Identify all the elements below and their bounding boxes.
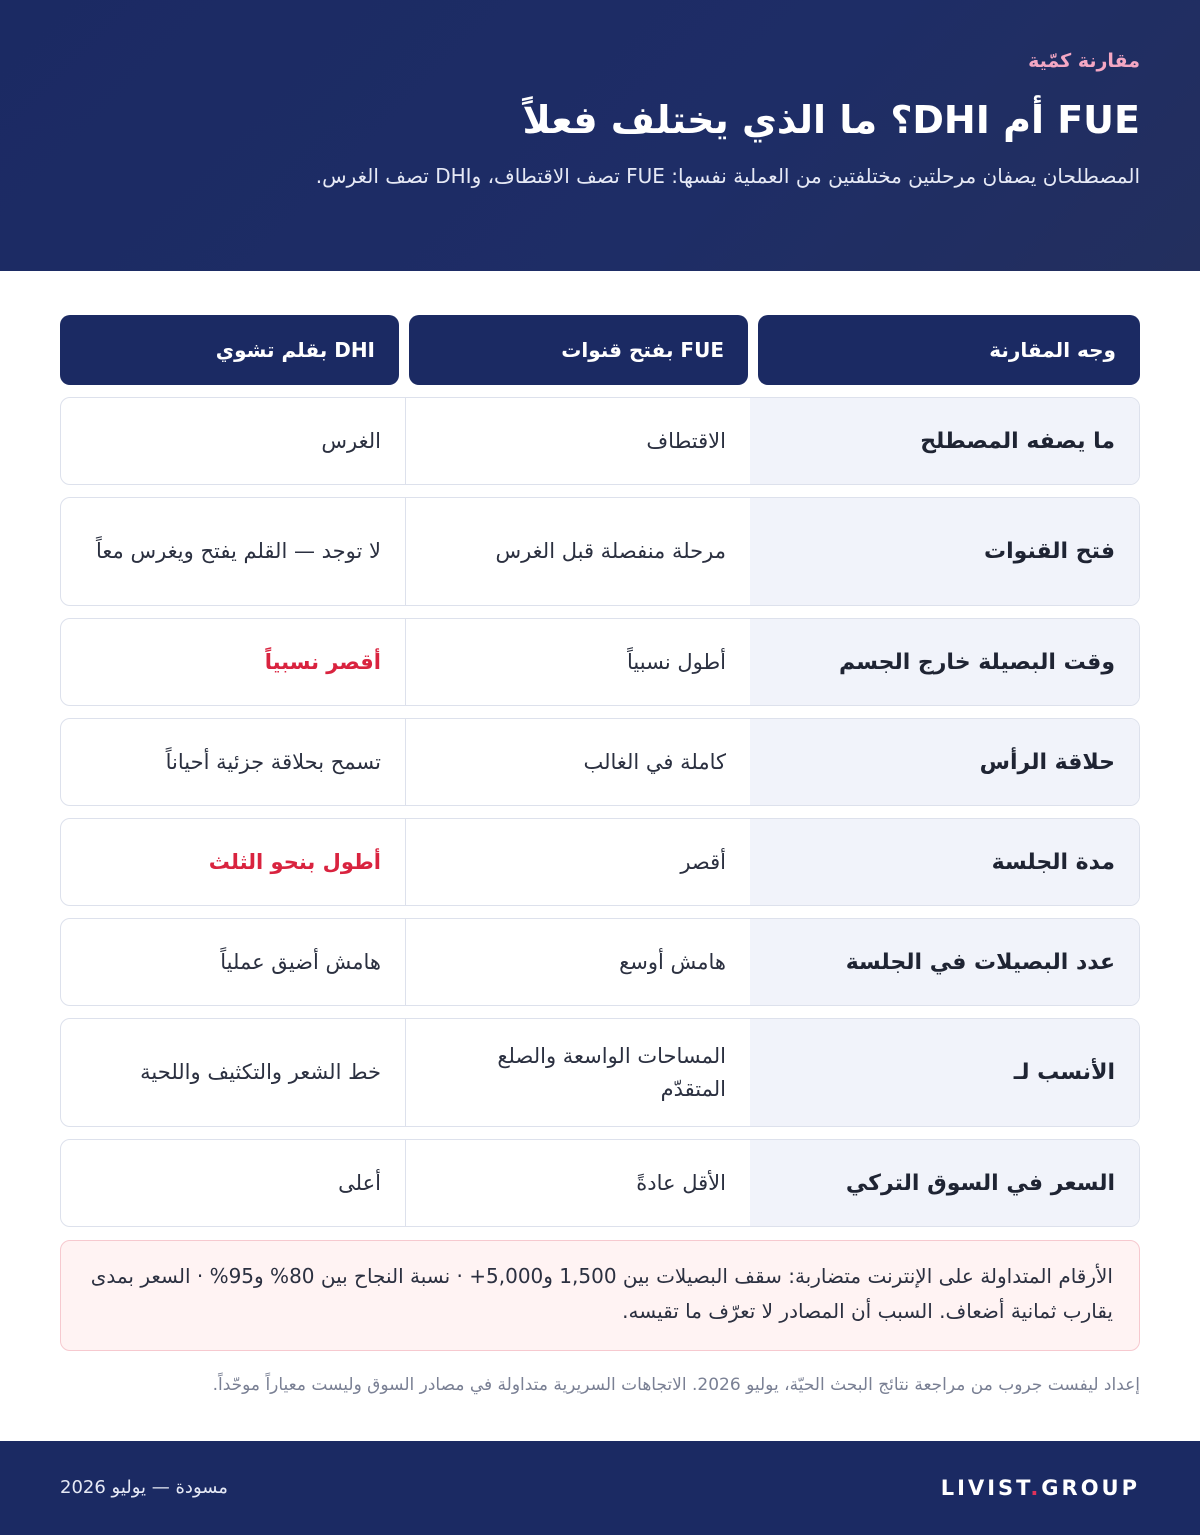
row-fue-value: الاقتطاف (405, 398, 750, 484)
page-subtitle: المصطلحان يصفان مرحلتين مختلفتين من العملية نفسها: FUE تصف الاقتطاف، وDHI تصف الغرس. (315, 164, 1140, 188)
row-aspect: مدة الجلسة (750, 819, 1139, 905)
row-fue-value: المساحات الواسعة والصلع المتقدّم (405, 1019, 750, 1126)
comparison-table-header (60, 315, 1140, 385)
row-dhi-value: لا توجد — القلم يفتح ويغرس معاً (96, 539, 381, 563)
brand-dot: . (1030, 1476, 1042, 1500)
table-row (60, 1018, 1140, 1127)
table-row (60, 818, 1140, 906)
row-dhi-value: خط الشعر والتكثيف واللحية (140, 1060, 381, 1084)
row-aspect: حلاقة الرأس (750, 719, 1139, 805)
row-fue-value: أقصر (405, 819, 750, 905)
page-footer (0, 1441, 1200, 1535)
column-header-fue: FUE بفتح قنوات (409, 315, 748, 385)
source-caption: إعداد ليفست جروب من مراجعة نتائج البحث الحيّة، يوليو 2026. الاتجاهات السريرية متداولة في مصادر السوق وليست معياراً موحّداً. (212, 1375, 1140, 1395)
table-row (60, 397, 1140, 485)
row-aspect: السعر في السوق التركي (750, 1140, 1139, 1226)
row-fue-value: كاملة في الغالب (405, 719, 750, 805)
row-dhi-value: الغرس (321, 428, 381, 453)
row-dhi-value-highlight: أقصر نسبياً (264, 649, 381, 674)
page-header (0, 0, 1200, 271)
row-aspect: فتح القنوات (750, 498, 1139, 605)
row-aspect: وقت البصيلة خارج الجسم (750, 619, 1139, 705)
row-dhi-value: هامش أضيق عملياً (220, 949, 381, 974)
table-row (60, 497, 1140, 606)
draft-date-label: مسودة — يوليو 2026 (60, 1477, 228, 1498)
row-aspect: عدد البصيلات في الجلسة (750, 919, 1139, 1005)
row-dhi-value: تسمح بحلاقة جزئية أحياناً (165, 749, 381, 774)
brand-name-left: LIVIST (940, 1476, 1031, 1500)
row-dhi-value-highlight: أطول بنحو الثلث (208, 849, 381, 874)
column-header-dhi: DHI بقلم تشوي (60, 315, 399, 385)
row-fue-value: مرحلة منفصلة قبل الغرس (405, 498, 750, 605)
kicker-label: مقارنة كمّية (1028, 50, 1140, 72)
row-aspect: ما يصفه المصطلح (750, 398, 1139, 484)
row-fue-value: أطول نسبياً (405, 619, 750, 705)
row-dhi-value: أعلى (338, 1170, 381, 1195)
table-row (60, 918, 1140, 1006)
brand-logo (941, 1471, 1140, 1505)
row-aspect: الأنسب لـ (750, 1019, 1139, 1126)
warning-note: الأرقام المتداولة على الإنترنت متضاربة: سقف البصيلات بين 1,500 و5,000+ · نسبة النجاح بين 80% و95% · السعر بمدى يقارب ثمانية أضعاف. السبب أن المصادر لا تعرّف ما تقيسه. (60, 1240, 1140, 1351)
table-row (60, 718, 1140, 806)
brand-name-right: GROUP (1041, 1476, 1140, 1500)
table-row (60, 1139, 1140, 1227)
page-title: FUE أم DHI؟ ما الذي يختلف فعلاً (522, 98, 1140, 142)
column-header-aspect: وجه المقارنة (758, 315, 1140, 385)
table-row (60, 618, 1140, 706)
row-fue-value: الأقل عادةً (405, 1140, 750, 1226)
row-fue-value: هامش أوسع (405, 919, 750, 1005)
